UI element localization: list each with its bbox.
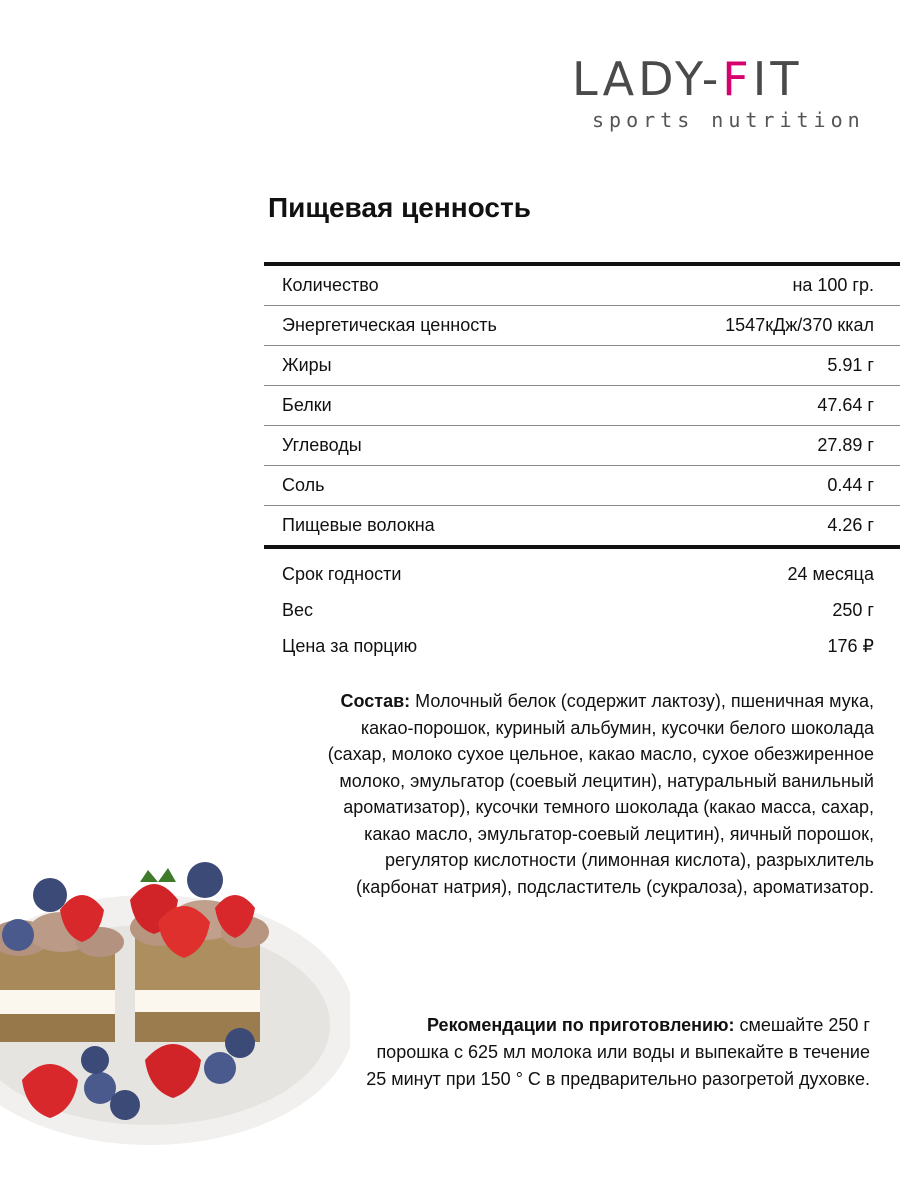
row-label: Количество bbox=[282, 275, 379, 295]
list-item bbox=[264, 556, 900, 592]
list-item bbox=[264, 592, 900, 628]
table-row bbox=[264, 386, 900, 426]
row-label: Соль bbox=[282, 475, 325, 495]
table-row bbox=[264, 346, 900, 386]
row-label: Энергетическая ценность bbox=[282, 315, 497, 335]
row-label: Пищевые волокна bbox=[282, 515, 435, 535]
info-label: Цена за порцию bbox=[282, 635, 418, 656]
nutrition-table bbox=[264, 262, 900, 549]
brand-logo bbox=[572, 52, 865, 132]
table-row bbox=[264, 426, 900, 466]
row-label: Белки bbox=[282, 395, 332, 415]
product-info-list bbox=[264, 556, 900, 664]
row-value: на 100 гр. bbox=[792, 275, 874, 295]
row-value: 27.89 г bbox=[817, 435, 874, 455]
info-label: Вес bbox=[282, 599, 314, 620]
row-value: 47.64 г bbox=[817, 395, 874, 415]
row-value: 1547кДж/370 ккал bbox=[725, 315, 874, 335]
logo-text-accent: F bbox=[722, 52, 753, 106]
preparation-label: Рекомендации по приготовлению: bbox=[427, 1015, 735, 1035]
list-item bbox=[264, 628, 900, 664]
composition-body: Молочный белок (содержит лактозу), пшеничная мука, какао-порошок, куриный альбумин, кусочки белого шоколада (сахар, молоко сухое цельное, какао масло, сухое обезжиренное молоко, эмульгатор (соевый лецитин), натуральный ванильный ароматизатор), кусочки темного шоколада (какао масса, сахар, какао масло, эмульгатор-соевый лецитин), яичный порошок, регулятор кислотности (лимонная кислота), разрыхлитель (карбонат натрия), подсластитель (сукралоза), ароматизатор. bbox=[327, 691, 874, 897]
row-value: 5.91 г bbox=[827, 355, 874, 375]
info-value: 176 ₽ bbox=[827, 635, 874, 656]
preparation-text bbox=[360, 1012, 870, 1093]
info-value: 24 месяца bbox=[787, 563, 874, 584]
table-row bbox=[264, 466, 900, 506]
logo-wordmark bbox=[572, 52, 862, 106]
cake-photo bbox=[0, 860, 350, 1200]
row-value: 4.26 г bbox=[827, 515, 874, 535]
logo-tagline: sports nutrition bbox=[592, 108, 865, 132]
info-value: 250 г bbox=[832, 599, 874, 620]
page-title: Пищевая ценность bbox=[268, 192, 531, 223]
composition-label: Состав: bbox=[340, 691, 411, 711]
table-row bbox=[264, 266, 900, 306]
table-row bbox=[264, 306, 900, 346]
row-value: 0.44 г bbox=[827, 475, 874, 495]
logo-text-part2: IT bbox=[752, 52, 803, 106]
table-row bbox=[264, 506, 900, 545]
logo-text-part1: LADY- bbox=[572, 52, 723, 106]
row-label: Жиры bbox=[282, 355, 332, 375]
preparation-body: смешайте 250 г порошка с 625 мл молока или воды и выпекайте в течение 25 минут при 150 ° С в предварительно разогретой духовке. bbox=[366, 1015, 870, 1089]
row-label: Углеводы bbox=[282, 435, 362, 455]
composition-text bbox=[300, 688, 874, 900]
info-label: Срок годности bbox=[282, 563, 402, 584]
